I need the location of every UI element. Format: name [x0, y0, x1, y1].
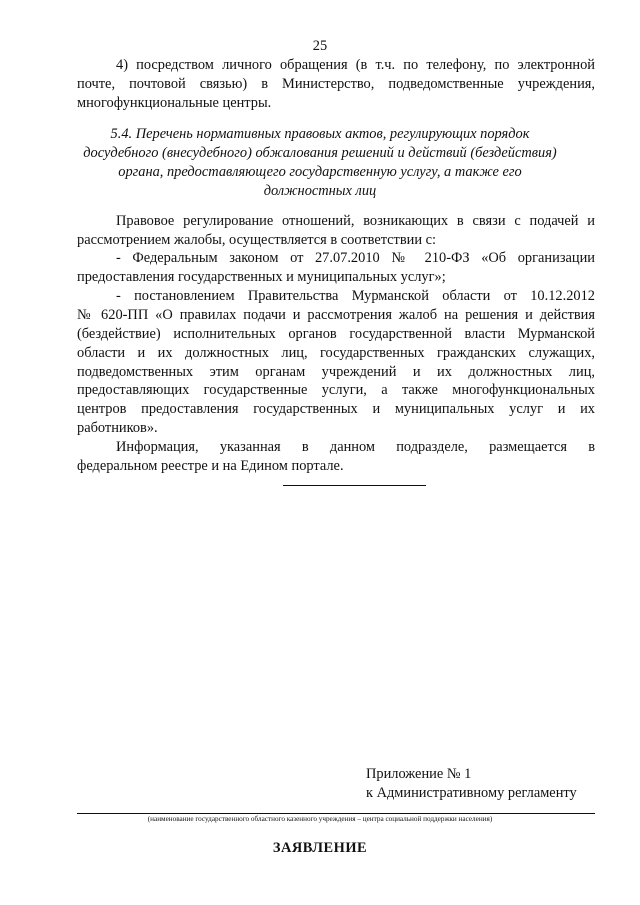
item4-line-1: 4) посредством личного обращения (в т.ч. по телефону, по электронной — [116, 57, 595, 73]
section-title-line-2: досудебного (внесудебного) обжалования решений и действий (бездействия) — [83, 145, 557, 161]
institution-name-caption: (наименование государственного областного казенного учреждения – центра социальной поддержки населения) — [147, 815, 493, 823]
body-line-12: работников». — [77, 420, 158, 436]
body-line-13: Информация, указанная в данном подразделе, размещается в — [116, 439, 595, 455]
body-line-7: (бездействие) исполнительных органов государственной власти Мурманской — [77, 326, 595, 342]
section-title-line-3: органа, предоставляющего государственную услугу, а также его — [118, 164, 522, 180]
item4-line-2: почте, почтовой связью) в Министерство, подведомственные учреждения, — [77, 76, 595, 92]
form-heading: ЗАЯВЛЕНИЕ — [272, 840, 368, 856]
item4-line-3: многофункциональные центры. — [77, 95, 272, 111]
body-line-1: Правовое регулирование отношений, возникающих в связи с подачей и — [116, 213, 595, 229]
body-line-4: предоставления государственных и муниципальных услуг»; — [77, 269, 446, 285]
appendix-line-2: к Административному регламенту — [366, 785, 577, 801]
body-line-5: - постановлением Правительства Мурманской области от 10.12.2012 — [116, 288, 595, 304]
body-line-10: предоставляющих государственные услуги, а также многофункциональных — [77, 382, 595, 398]
body-line-8: области и их должностных лиц, государственных гражданских служащих, — [77, 345, 595, 361]
body-line-3: - Федеральным законом от 27.07.2010 № 210-ФЗ «Об организации — [116, 250, 595, 266]
section-title-line-4: должностных лиц — [263, 183, 377, 199]
institution-name-underline — [77, 813, 595, 814]
page-number: 25 — [312, 38, 328, 54]
section-title-line-1: 5.4. Перечень нормативных правовых актов, регулирующих порядок — [110, 126, 530, 142]
body-line-2: рассмотрением жалобы, осуществляется в соответствии с: — [77, 232, 437, 248]
appendix-line-1: Приложение № 1 — [366, 766, 472, 782]
body-line-6: № 620-ПП «О правилах подачи и рассмотрения жалоб на решения и действия — [77, 307, 595, 323]
body-line-9: подведомственных этим органам учреждений и их должностных лиц, — [77, 364, 595, 380]
separator-line — [283, 485, 426, 486]
body-line-11: центров предоставления государственных и муниципальных услуг и их — [77, 401, 595, 417]
body-line-14: федеральном реестре и на Едином портале. — [77, 458, 344, 474]
